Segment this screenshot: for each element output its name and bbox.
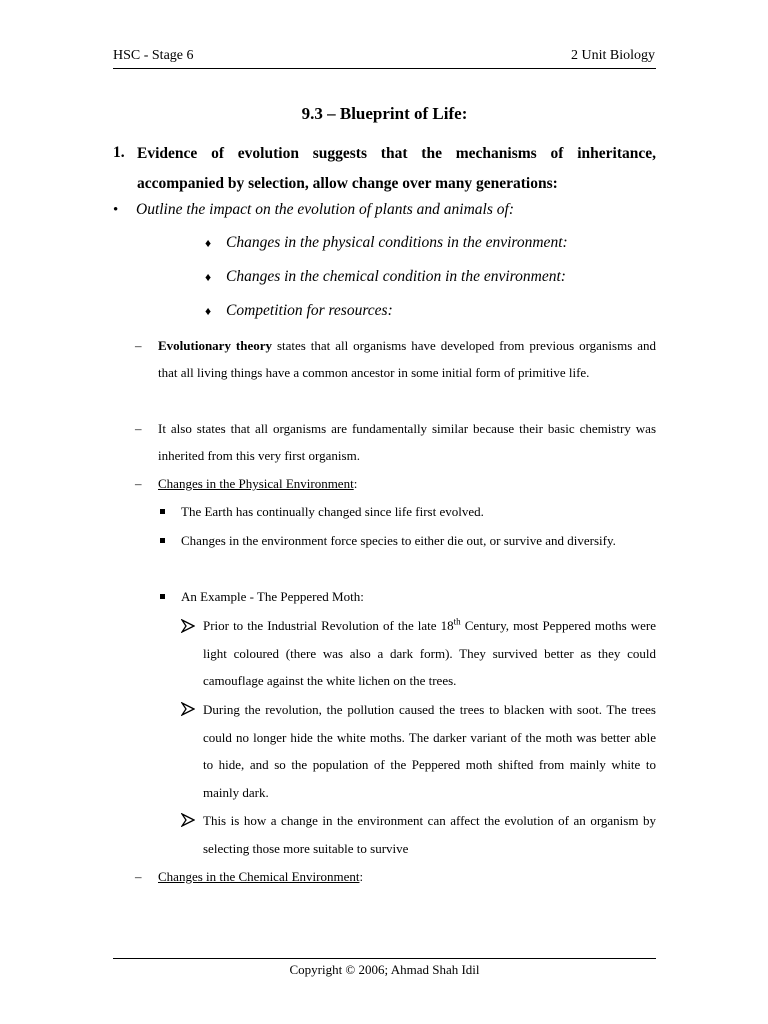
section-number: 1. bbox=[113, 144, 125, 161]
outline-item: Competition for resources: bbox=[226, 302, 393, 319]
evolutionary-theory-text: states that all organisms have developed from previous organisms and that all living things have a common ancestor in some initial form of primitive life. bbox=[158, 338, 656, 380]
moth-point-text: Prior to the Industrial Revolution of the late 18 bbox=[203, 618, 454, 633]
physical-item: The Earth has continually changed since life first evolved. bbox=[181, 504, 484, 519]
square-bullet-icon bbox=[160, 538, 165, 543]
arrowhead-icon bbox=[181, 702, 195, 716]
chemical-heading-colon: : bbox=[359, 869, 364, 884]
physical-heading-text: Changes in the Physical Environment bbox=[158, 476, 354, 491]
header-left: HSC - Stage 6 bbox=[113, 48, 194, 63]
arrowhead-icon bbox=[181, 813, 195, 827]
footer-rule bbox=[113, 958, 656, 959]
physical-environment-heading bbox=[158, 470, 656, 497]
page-title: 9.3 – Blueprint of Life: bbox=[301, 104, 468, 123]
moth-point: During the revolution, the pollution caused the trees to blacken with soot. The trees could no longer hide the white moths. The darker variant of the moth was better able to hide, and so the population of the Peppered moth shifted from mainly white to mainly dark. bbox=[203, 702, 656, 800]
dash-icon: – bbox=[135, 421, 142, 436]
dash-icon: – bbox=[135, 338, 142, 353]
outline-item: Changes in the physical conditions in the environment: bbox=[226, 234, 568, 251]
header-rule bbox=[113, 68, 656, 69]
dash-icon: – bbox=[135, 476, 142, 491]
chemical-environment-heading bbox=[158, 863, 656, 890]
evolutionary-theory-paragraph bbox=[158, 332, 656, 386]
section-heading: Evidence of evolution suggests that the mechanisms of inheritance, accompanied by selection, allow change over many generations: bbox=[137, 145, 656, 192]
moth-point-text: Century, most Peppered moths were light coloured (there was also a dark form). They survived better as they could camouflage against the white lichen on the trees. bbox=[203, 618, 656, 688]
similarity-paragraph: It also states that all organisms are fundamentally similar because their basic chemistry was inherited from this very first organism. bbox=[158, 421, 656, 463]
header-right: 2 Unit Biology bbox=[570, 48, 655, 63]
outline-text: Outline the impact on the evolution of plants and animals of: bbox=[136, 201, 514, 218]
superscript-th: th bbox=[453, 616, 461, 627]
square-bullet-icon bbox=[160, 509, 165, 514]
moth-point bbox=[203, 612, 656, 695]
diamond-icon: ♦ bbox=[205, 304, 212, 318]
physical-item: Changes in the environment force species to either die out, or survive and diversify. bbox=[181, 533, 616, 548]
diamond-icon: ♦ bbox=[205, 270, 212, 284]
physical-item: An Example - The Peppered Moth: bbox=[181, 589, 364, 604]
physical-heading-colon: : bbox=[353, 476, 358, 491]
diamond-icon: ♦ bbox=[205, 236, 212, 250]
dash-icon: – bbox=[135, 869, 142, 884]
outline-item: Changes in the chemical condition in the environment: bbox=[226, 268, 566, 285]
evolutionary-theory-term: Evolutionary theory bbox=[158, 338, 272, 353]
bullet-dot-icon: • bbox=[113, 202, 119, 218]
arrowhead-icon bbox=[181, 619, 195, 633]
moth-point: This is how a change in the environment can affect the evolution of an organism by selecting those more suitable to survive bbox=[203, 813, 656, 856]
square-bullet-icon bbox=[160, 594, 165, 599]
footer-copyright: Copyright © 2006; Ahmad Shah Idil bbox=[289, 962, 480, 977]
chemical-heading-text: Changes in the Chemical Environment bbox=[158, 869, 360, 884]
